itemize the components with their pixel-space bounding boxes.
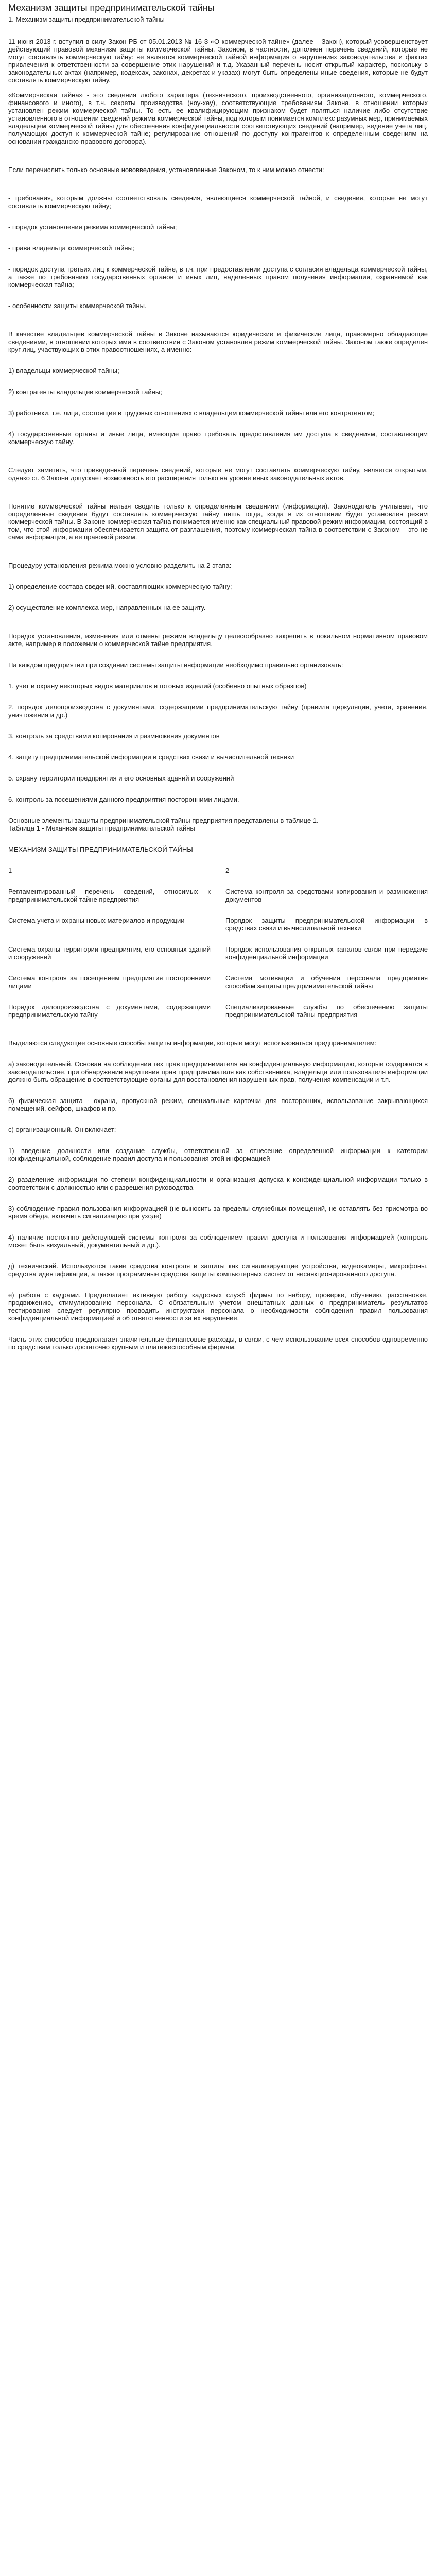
- list-item: с) организационный. Он включает:: [8, 1126, 116, 1133]
- table-cell: Регламентированный перечень сведений, относимых к предпринимательской тайне предприятия: [8, 888, 211, 903]
- paragraph: В качестве владельцев коммерческой тайны в Законе называются юридические и физические лица, правомерно обладающие сведениями, в отношении которых ими в соответствии с Законом установлен режим коммерческой тайны. Законом также определен круг лиц, участвующих в этих правоотношениях, а именно:: [8, 330, 428, 353]
- list-item: е) работа с кадрами. Предполагает активную работу кадровых служб фирмы по набору, проверке, обучению, расстановке, продвижению, стимулированию персонала. С обязательным учетом внештатных данных о предприниматель результатов тестирования следует регулярно проводить инструктажи персонала о необходимости соблюдения правил пользования конфиденциальной информацией и об ответственности за их нарушение.: [8, 1291, 428, 1322]
- list-item: 2. порядок делопроизводства с документами, содержащими предпринимательскую тайну (правила циркуляции, учета, хранения, уничтожения и др.): [8, 703, 428, 719]
- table-cell: Специализированные службы по обеспечению защиты предпринимательской тайны предприятия: [225, 1003, 428, 1019]
- list-item: а) законодательный. Основан на соблюдении тех прав предпринимателя на конфиденциальную информацию, которые содержатся в законодательстве, при обнаружении нарушения прав предпринимателя как собственника, владельца или пользователя информации должно быть обращение в соответствующие органы для восстановления нарушенных прав, получения компенсации и т.п.: [8, 1060, 428, 1083]
- paragraph: «Коммерческая тайна» - это сведения любого характера (технического, производственного, организационного, коммерческого, финансового и иного), в т.ч. секреты производства (ноу-хау), соответствующие требованиям Закона, в отношении которых установлен режим коммерческой тайны. То есть ее квалифицирующим признаком будет являться наличие либо отсутствие установленного в отношении сведений режима коммерческой тайны, под которым понимается комплекс разумных мер, принимаемых владельцем коммерческой тайны для обеспечения конфиденциальности соответствующих сведений (например, ведение учета лиц, получающих доступ к коммерческой тайне; регулирование отношений по доступу контрагентов к определенным сведениям на основании гражданско-правового договора).: [8, 91, 428, 145]
- section-subtitle: 1. Механизм защиты предпринимательской тайны: [8, 15, 165, 23]
- paragraph: Процедуру установления режима можно условно разделить на 2 этапа:: [8, 562, 232, 569]
- paragraph: Если перечислить только основные нововведения, установленные Законом, то к ним можно отнести:: [8, 166, 324, 174]
- list-item: 4) государственные органы и иные лица, имеющие право требовать предоставления им доступа к сведениям, составляющим коммерческую тайну.: [8, 430, 428, 446]
- page-title: Механизм защиты предпринимательской тайны: [8, 3, 215, 13]
- table-cell: Порядок делопроизводства с документами, содержащими предпринимательскую тайну: [8, 1003, 211, 1019]
- list-item: 4) наличие постоянно действующей системы контроля за соблюдением правил доступа и пользования информацией (контроль может быть визуальный, документальный и др.).: [8, 1233, 428, 1249]
- paragraph: Основные элементы защиты предпринимательской тайны предприятия представлены в таблице 1.: [8, 817, 319, 824]
- list-item: 2) осуществление комплекса мер, направленных на ее защиту.: [8, 604, 206, 612]
- list-item: - требования, которым должны соответствовать сведения, являющиеся коммерческой тайной, и сведения, которые не могут составлять коммерческую тайну;: [8, 194, 428, 210]
- list-item: - права владельца коммерческой тайны;: [8, 244, 135, 252]
- list-item: 3) соблюдение правил пользования информацией (не выносить за пределы служебных помещений, не оставлять без присмотра во время обеда, включить сигнализацию при уходе): [8, 1205, 428, 1220]
- table-header-row: [8, 867, 428, 874]
- table-row: [8, 888, 428, 903]
- paragraph: Понятие коммерческой тайны нельзя сводить только к определенным сведениям (информации). Законодатель учитывает, что определенные сведения будут составлять коммерческую тайну лишь тогда, когда в их отношении будет установлен режим коммерческой тайны. В Законе коммерческая тайна понимается именно как специальный правовой режим информации, состоящий в том, что этой информации обеспечивается защита от разглашения, поэтому коммерческая тайна в соответствии с Законом – это не сама информация, а ее правовой режим.: [8, 502, 428, 541]
- paragraph: Выделяются следующие основные способы защиты информации, которые могут использоваться предпринимателем:: [8, 1039, 377, 1047]
- table-cell: Система охраны территории предприятия, его основных зданий и сооружений: [8, 945, 211, 961]
- table-title: МЕХАНИЗМ ЗАЩИТЫ ПРЕДПРИНИМАТЕЛЬСКОЙ ТАЙНЫ: [8, 845, 193, 853]
- list-item: 1) владельцы коммерческой тайны;: [8, 367, 119, 375]
- table-cell: Порядок защиты предпринимательской информации в средствах связи и вычислительной техники: [225, 917, 428, 932]
- list-item: - порядок установления режима коммерческой тайны;: [8, 223, 177, 231]
- list-item: 2) разделение информации по степени конфиденциальности и организация допуска к конфиденциальной информации только в соответствии с должностью или с разрешения руководства: [8, 1176, 428, 1191]
- list-item: б) физическая защита - охрана, пропускной режим, специальные карточки для посторонних, использование закрывающихся помещений, сейфов, шкафов и пр.: [8, 1097, 428, 1112]
- table-cell: Система учета и охраны новых материалов и продукции: [8, 917, 185, 924]
- table-cell: Система контроля за посещением предприятия посторонними лицами: [8, 974, 211, 990]
- table-column-number: 2: [225, 867, 230, 874]
- list-item: 5. охрану территории предприятия и его основных зданий и сооружений: [8, 774, 234, 782]
- list-item: 2) контрагенты владельцев коммерческой тайны;: [8, 388, 162, 396]
- table-cell: Система мотивации и обучения персонала предприятия способам защиты предпринимательской тайны: [225, 974, 428, 990]
- list-item: 3. контроль за средствами копирования и размножения документов: [8, 732, 220, 740]
- table-cell: Порядок использования открытых каналов связи при передаче конфиденциальной информации: [225, 945, 428, 961]
- table-row: [8, 917, 428, 932]
- mechanism-table: [8, 845, 428, 1019]
- paragraph: На каждом предприятии при создании системы защиты информации необходимо правильно организовать:: [8, 661, 343, 669]
- list-item: 6. контроль за посещениями данного предприятия посторонними лицами.: [8, 795, 239, 803]
- paragraph: Порядок установления, изменения или отмены режима владельцу целесообразно закрепить в локальном нормативном правовом акте, например в положении о коммерческой тайне предприятия.: [8, 632, 428, 648]
- list-item: 4. защиту предпринимательской информации в средствах связи и вычислительной техники: [8, 753, 294, 761]
- list-item: - порядок доступа третьих лиц к коммерческой тайне, в т.ч. при предоставлении доступа с согласия владельца коммерческой тайны, а также по требованию государственных органов и иных лиц, наделенных правом получения информации, охраняемой как коммерческая тайна;: [8, 265, 428, 289]
- table-row: [8, 1003, 428, 1019]
- list-item: 1. учет и охрану некоторых видов материалов и готовых изделий (особенно опытных образцов): [8, 682, 307, 690]
- paragraph: Следует заметить, что приведенный перечень сведений, которые не могут составлять коммерческую тайну, является открытым, однако ст. 6 Закона допускает возможность его расширения только на уровне иных законодательных актов.: [8, 466, 428, 482]
- list-item: д) технический. Используются такие средства контроля и защиты как сигнализирующие устройства, видеокамеры, микрофоны, средства идентификации, а также программные средства защиты компьютерных систем от несанкционированного доступа.: [8, 1262, 428, 1278]
- table-cell: Система контроля за средствами копирования и размножения документов: [225, 888, 428, 903]
- paragraph: 11 июня 2013 г. вступил в силу Закон РБ от 05.01.2013 № 16-З «О коммерческой тайне» (далее – Закон), который усовершенствует действующий правовой механизм защиты коммерческой тайны. Законом, в частности, дополнен перечень сведений, которые не могут составлять коммерческую тайну: не является коммерческой тайной информация о нарушениях законодательства и фактах привлечения к ответственности за совершение этих нарушений и т.д. Указанный перечень носит открытый характер, поскольку в законодательных актах (например, кодексах, законах, декретах и указах) могут быть определены иные сведения, которые не будут составлять коммерческую тайну.: [8, 38, 428, 84]
- list-item: 1) введение должности или создание службы, ответственной за отнесение определенной информации к категории конфиденциальной, соблюдение правил доступа и пользования этой информацией: [8, 1147, 428, 1162]
- list-item: 3) работники, т.е. лица, состоящие в трудовых отношениях с владельцем коммерческой тайны или его контрагентом;: [8, 409, 375, 417]
- list-item: - особенности защиты коммерческой тайны.: [8, 302, 147, 310]
- table-row: [8, 945, 428, 961]
- list-item: 1) определение состава сведений, составляющих коммерческую тайну;: [8, 583, 232, 590]
- table-caption-label: Таблица 1 - Механизм защиты предпринимательской тайны: [8, 824, 195, 832]
- table-row: [8, 974, 428, 990]
- paragraph: Часть этих способов предполагает значительные финансовые расходы, в связи, с чем использование всех способов одновременно по средствам только достаточно крупным и платежеспособным фирмам.: [8, 1335, 428, 1351]
- table-column-number: 1: [8, 867, 12, 874]
